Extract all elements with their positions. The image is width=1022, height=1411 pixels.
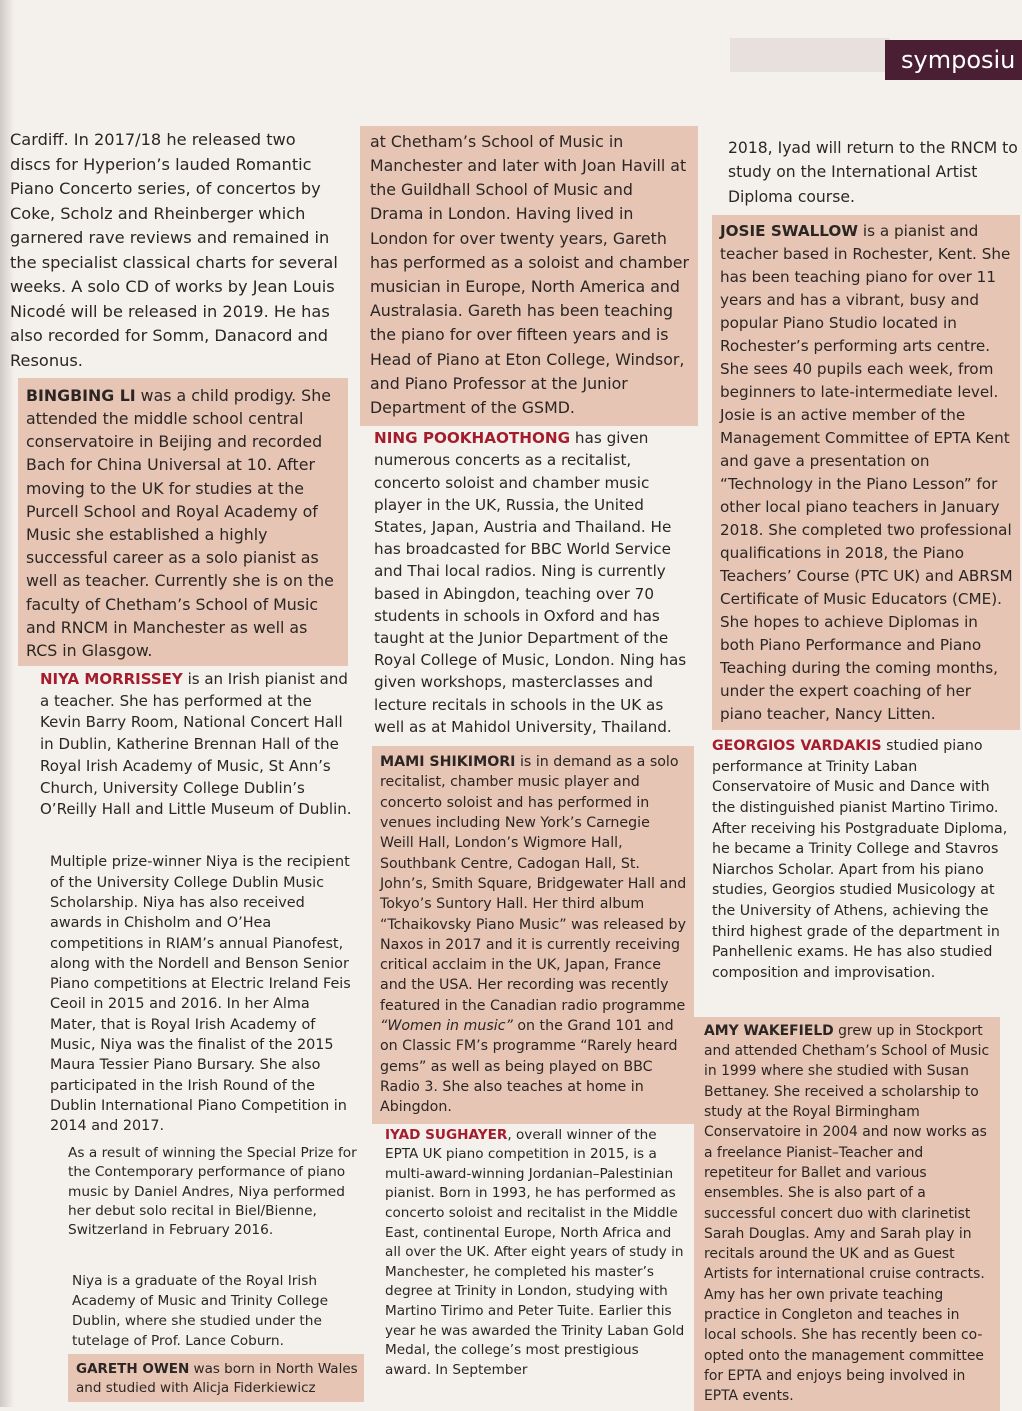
bio-name: JOSIE SWALLOW xyxy=(720,222,859,241)
bio-paragraph: Multiple prize-winner Niya is the recipient of the University College Dublin Music Scholarship. Niya has also received awards in Chisholm and O’Hea competitions in RIAM’s annual Pianofest, along with the Nordell and Benson Senior Piano competitions at Electric Ireland Feis Ceoil in 2015 and 2016. In her Alma Mater, that is Royal Irish Academy of Music, Niya was the finalist of the 2015 Maura Tessier Piano Bursary. She also participated in the Irish Round of the Dublin International Piano Competition in 2014 and 2017. xyxy=(50,854,351,1135)
bio-name: NING POOKHAOTHONG xyxy=(374,429,571,448)
bio-amy-wakefield xyxy=(694,1017,1000,1411)
bio-name: NIYA MORRISSEY xyxy=(40,670,183,688)
bio-iyad-sughayer xyxy=(385,1126,685,1381)
bio-name: GEORGIOS VARDAKIS xyxy=(712,738,882,755)
bio-name: IYAD SUGHAYER xyxy=(385,1126,508,1143)
header-band xyxy=(730,38,890,72)
bio-text: is in demand as a solo recitalist, chamber music player and concerto soloist and has performed in venues including New York’s Carnegie Weill Hall, London’s Wigmore Hall, Southbank Centre, Cadogan Hall, St. John’s, Smith Square, Bridgewater Hall and Tokyo’s Suntory Hall. Her third album “Tchaikovsky Piano Music” was released by Naxos in 2017 and it is currently receiving critical acclaim in the UK, Japan, France and the USA. Her recording was recently featured in the Canadian radio programme xyxy=(380,754,687,1014)
bio-name: BINGBING LI xyxy=(26,385,136,405)
bio-iyad-sughayer-continued: 2018, Iyad will return to the RNCM to study on the International Artist Diploma course. xyxy=(728,138,1018,206)
bio-text: is an Irish pianist and a teacher. She has performed at the Kevin Barry Room, National Concert Hall in Dublin, Katherine Brennan Hall of the Royal Irish Academy of Music, St Ann’s Church, University College Dublin’s O’Reilly Hall and Little Museum of Dublin. xyxy=(40,670,352,819)
bio-paragraph: Niya is a graduate of the Royal Irish Academy of Music and Trinity College Dublin, where she studied under the tutelage of Prof. Lance Coburn. xyxy=(72,1272,329,1349)
bio-name: GARETH OWEN xyxy=(76,1360,190,1377)
bio-ning-pookhaothong xyxy=(374,427,696,738)
bio-continuation-paragraph: Cardiff. In 2017/18 he released two discs for Hyperion’s lauded Romantic Piano Concerto series, of concertos by Coke, Scholz and Rheinberger which garnered rave reviews and remained in the specialist classical charts for several weeks. A solo CD of works by Jean Louis Nicodé will be released in 2019. He has also recorded for Somm, Danacord and Resonus. xyxy=(10,130,338,370)
bio-paragraph: As a result of winning the Special Prize for the Contemporary performance of piano music by Daniel Andres, Niya performed her debut solo recital in Biel/Bienne, Switzerland in February 2016. xyxy=(68,1144,357,1239)
bio-text: studied piano performance at Trinity Laban Conservatoire of Music and Dance with the distinguished pianist Martino Tirimo. After receiving his Postgraduate Diploma, he became a Trinity College and Stavros Niarchos Scholar. Apart from his piano studies, Georgios studied Musicology at the University of Athens, achieving the third highest grade of the department in Panhellenic exams. He has also studied composition and improvisation. xyxy=(712,738,1008,981)
bio-text: on the Grand 101 and on Classic FM’s programme “Rarely heard gems” as well as being played on BBC Radio 3. She also teaches at home in Abingdon. xyxy=(380,1018,678,1116)
bio-name: AMY WAKEFIELD xyxy=(704,1022,834,1039)
bio-text: grew up in Stockport and attended Chetham’s School of Music in 1999 where she studied with Susan Bettaney. She received a scholarship to study at the Royal Birmingham Conservatoire in 2004 and now works as a freelance Pianist–Teacher and repetiteur for Ballet and various ensembles. She is also part of a successful concert duo with clarinetist Sarah Douglas. Amy and Sarah play in recitals around the UK and as Guest Artists for international cruise contracts. Amy has her own private teaching practice in Congleton and teaches in local schools. She has recently been co-opted onto the management committee for EPTA and enjoys being involved in EPTA events. xyxy=(704,1022,990,1405)
bio-text: is a pianist and teacher based in Rochester, Kent. She has been teaching piano for over 11 years and has a vibrant, busy and popular Piano Studio located in Rochester’s performing arts centre. She sees 40 pupils each week, from beginners to late-intermediate level. Josie is an active member of the Management Committee of EPTA Kent and gave a presentation on “Technology in the Piano Lesson” for other local piano teachers in January 2018. She completed two professional qualifications in 2018, the Piano Teachers’ Course (PTC UK) and ABRSM Certificate of Music Educators (CME). She hopes to achieve Diplomas in both Piano Performance and Piano Teaching during the coming months, under the expert coaching of her piano teacher, Nancy Litten. xyxy=(720,222,1013,724)
bio-text: has given numerous concerts as a recitalist, concerto soloist and chamber music player in the UK, Russia, the United States, Japan, Austria and Thailand. He has broadcasted for BBC World Service and Thai local radios. Ning is currently based in Abingdon, teaching over 70 students in schools in Oxford and has taught at the Junior Department of the Royal College of Music, London. Ning has given workshops, masterclasses and lecture recitals in schools in the UK as well as at Mahidol University, Thailand. xyxy=(374,429,687,736)
bio-georgios-vardakis xyxy=(712,736,1012,983)
bio-gareth-owen xyxy=(68,1354,364,1402)
bio-text: , overall winner of the EPTA UK piano competition in 2015, is a multi-award-winning Jordanian–Palestinian pianist. Born in 1993, he has performed as concerto soloist and recitalist in the Middle East, continental Europe, North Africa and all over the UK. After eight years of study in Manchester, he completed his master’s degree at Trinity in London, studying with Martino Tirimo and Peter Tuite. Earlier this year he was awarded the Trinity Laban Gold Medal, the college’s most prestigious award. In September xyxy=(385,1126,685,1378)
bio-gareth-owen-continued: at Chetham’s School of Music in Manchester and later with Joan Havill at the Guildhall School of Music and Drama in London. Having lived in London for over twenty years, Gareth has performed as a soloist and chamber musician in Europe, North America and Australasia. Gareth has been teaching the piano for over fifteen years and is Head of Piano at Eton College, Windsor, and Piano Professor at the Junior Department of the GSMD. xyxy=(360,126,698,426)
bio-mami-shikimori xyxy=(372,746,694,1123)
bio-italic-title: “Women in music” xyxy=(380,1018,513,1035)
bio-name: MAMI SHIKIMORI xyxy=(380,754,516,771)
bio-josie-swallow xyxy=(712,215,1020,730)
bio-text: was born in North Wales and studied with Alicja Fiderkiewicz xyxy=(76,1360,358,1396)
bio-niya-morrissey xyxy=(40,669,352,821)
bio-bingbing-li xyxy=(18,378,348,666)
section-tab: symposiu xyxy=(885,40,1022,80)
bio-text: was a child prodigy. She attended the middle school central conservatoire in Beijing and recorded Bach for China Universal at 10. After moving to the UK for studies at the Purcell School and Royal Academy of Music she established a highly successful career as a solo pianist as well as teacher. Currently she is on the faculty of Chetham’s School of Music and RNCM in Manchester as well as RCS in Glasgow. xyxy=(26,385,334,661)
